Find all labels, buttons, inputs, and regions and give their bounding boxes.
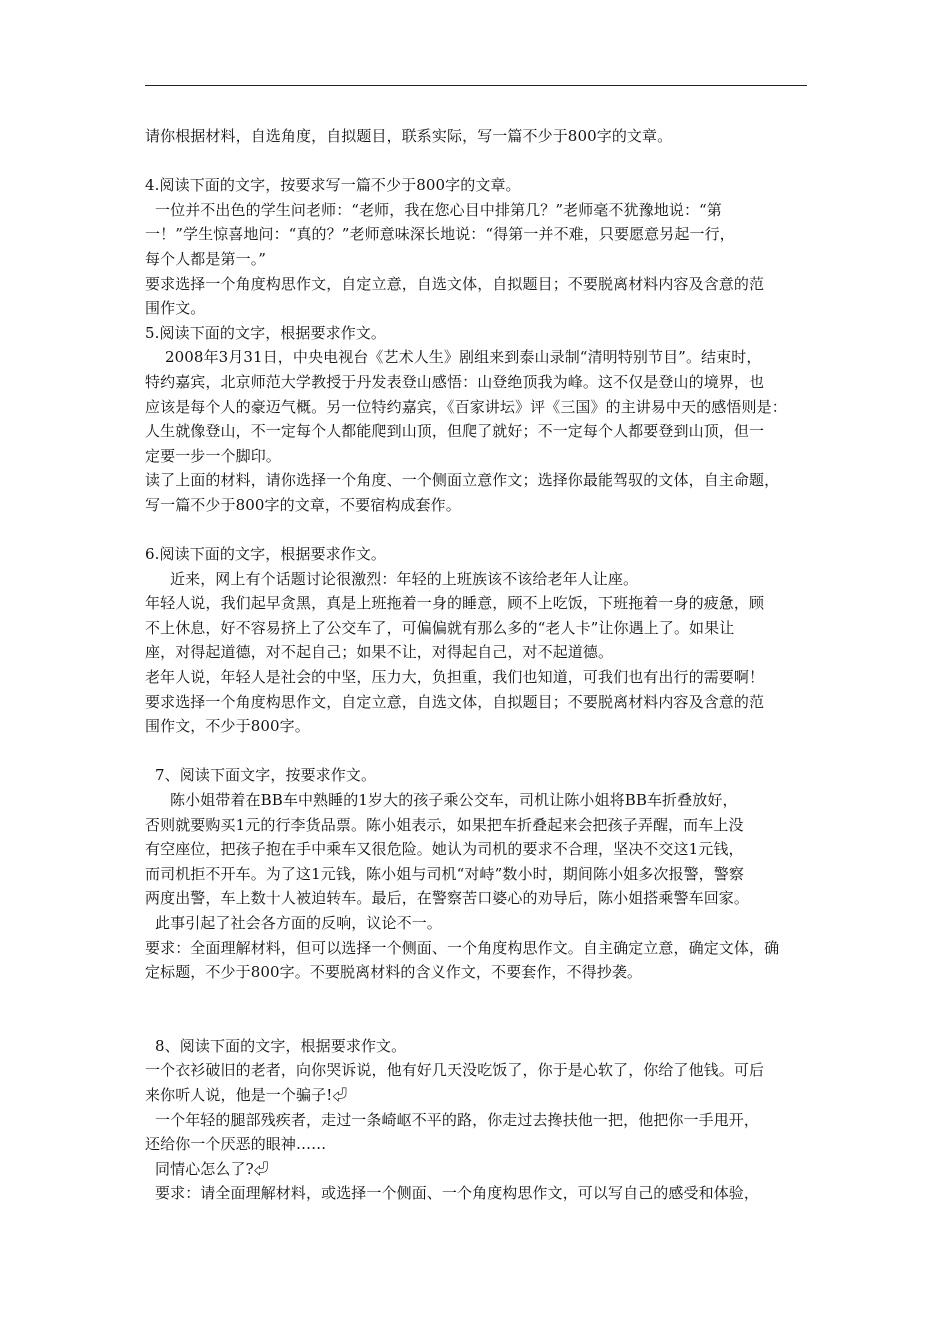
q7-line: 要求：全面理解材料，但可以选择一个侧面、一个角度构思作文。自主确定立意，确定文体，确 — [145, 938, 780, 957]
header-rule — [145, 85, 807, 86]
q7-line: 两度出警，车上数十人被迫转车。最后，在警察苦口婆心的劝导后，陈小姐搭乘警车回家。 — [145, 889, 750, 908]
q8-line: 一个年轻的腿部残疾者，走过一条崎岖不平的路，你走过去搀扶他一把，他把你一手甩开， — [155, 1110, 760, 1129]
q4-line: 要求选择一个角度构思作文，自定立意，自选文体，自拟题目；不要脱离材料内容及含意的范 — [145, 274, 765, 293]
q4-heading: 4.阅读下面的文字，按要求写一篇不少于800字的文章。 — [145, 176, 521, 195]
q6-heading: 6.阅读下面的文字，根据要求作文。 — [145, 545, 387, 564]
q6-line: 年轻人说，我们起早贪黑，真是上班拖着一身的睡意，顾不上吃饭，下班拖着一身的疲惫，顾 — [145, 594, 765, 613]
q7-line: 而司机拒不开车。为了这1元钱，陈小姐与司机“对峙”数小时，期间陈小姐多次报警，警察 — [145, 864, 744, 883]
q8-line: 来你听人说，他是一个骗子!⏎ — [145, 1085, 348, 1104]
q7-heading: 7、阅读下面文字，按要求作文。 — [155, 766, 377, 785]
document-body — [145, 124, 810, 1206]
q6-line: 近来，网上有个话题讨论很激烈：年轻的上班族该不该给老年人让座。 — [170, 569, 639, 588]
q5-line: 写一篇不少于800字的文章，不要宿构成套作。 — [145, 495, 461, 514]
q5-heading: 5.阅读下面的文字，根据要求作文。 — [145, 323, 387, 342]
q5-line: 读了上面的材料，请你选择一个角度、一个侧面立意作文；选择你最能驾驭的文体，自主命题， — [145, 471, 780, 490]
intro-line: 请你根据材料，自选角度，自拟题目，联系实际，写一篇不少于800字的文章。 — [145, 127, 673, 145]
q4-line: 一！”学生惊喜地问：“真的？”老师意味深长地说：“得第一并不难，只要愿意另起一行， — [145, 225, 735, 244]
spacer — [145, 739, 810, 764]
spacer — [145, 149, 810, 174]
spacer — [145, 985, 810, 1034]
q7-line: 定标题，不少于800字。不要脱离材料的含义作文，不要套作，不得抄袭。 — [145, 963, 643, 982]
spacer — [145, 518, 810, 543]
q7-line: 陈小姐带着在BB车中熟睡的1岁大的孩子乘公交车，司机让陈小姐将BB车折叠放好， — [170, 791, 738, 810]
q5-line: 特约嘉宾，北京师范大学教授于丹发表登山感悟：山登绝顶我为峰。这不仅是登山的境界，也 — [145, 372, 765, 391]
q7-line: 此事引起了社会各方面的反响，议论不一。 — [155, 914, 442, 932]
q8-heading: 8、阅读下面的文字，根据要求作文。 — [155, 1036, 407, 1055]
q8-line: 同情心怎么了?⏎ — [155, 1159, 269, 1178]
q6-line: 围作文，不少于800字。 — [145, 717, 310, 736]
q5-line: 定要一步一个脚印。 — [145, 446, 281, 465]
q8-line: 要求：请全面理解材料，或选择一个侧面、一个角度构思作文，可以写自己的感受和体验， — [155, 1184, 760, 1203]
q6-line: 不上休息，好不容易挤上了公交车了，可偏偏就有那么多的“老人卡”让你遇上了。如果让 — [145, 618, 735, 637]
q6-line: 要求选择一个角度构思作文，自定立意，自选文体，自拟题目；不要脱离材料内容及含意的范 — [145, 692, 765, 711]
q4-line: 围作文。 — [145, 299, 206, 318]
q7-line: 否则就要购买1元的行李货品票。陈小姐表示，如果把车折叠起来会把孩子弄醒，而车上没 — [145, 815, 744, 834]
q8-line: 一个衣衫破旧的老者，向你哭诉说，他有好几天没吃饭了，你于是心软了，你给了他钱。可后 — [145, 1061, 765, 1080]
q5-line: 人生就像登山，不一定每个人都能爬到山顶，但爬了就好；不一定每个人都要登到山顶，但一 — [145, 422, 765, 441]
q4-line: 一位并不出色的学生问老师：“老师，我在您心目中排第几？”老师毫不犹豫地说：“第 — [155, 200, 722, 219]
q6-line: 老年人说，年轻人是社会的中坚，压力大，负担重，我们也知道，可我们也有出行的需要啊！ — [145, 668, 765, 687]
q6-line: 座，对得起道德，对不起自己；如果不让，对得起自己，对不起道德。 — [145, 643, 614, 662]
q5-line: 应该是每个人的豪迈气概。另一位特约嘉宾，《百家讲坛》评《三国》的主讲易中天的感悟则是： — [145, 397, 787, 416]
q5-line: 2008年3月31日，中央电视台《艺术人生》剧组来到泰山录制“清明特别节目”。结束时， — [165, 348, 762, 367]
q7-line: 有空座位，把孩子抱在手中乘车又很危险。她认为司机的要求不合理，坚决不交这1元钱， — [145, 840, 744, 859]
q8-line: 还给你一个厌恶的眼神…… — [145, 1135, 327, 1154]
q4-line: 每个人都是第一。” — [145, 249, 267, 268]
